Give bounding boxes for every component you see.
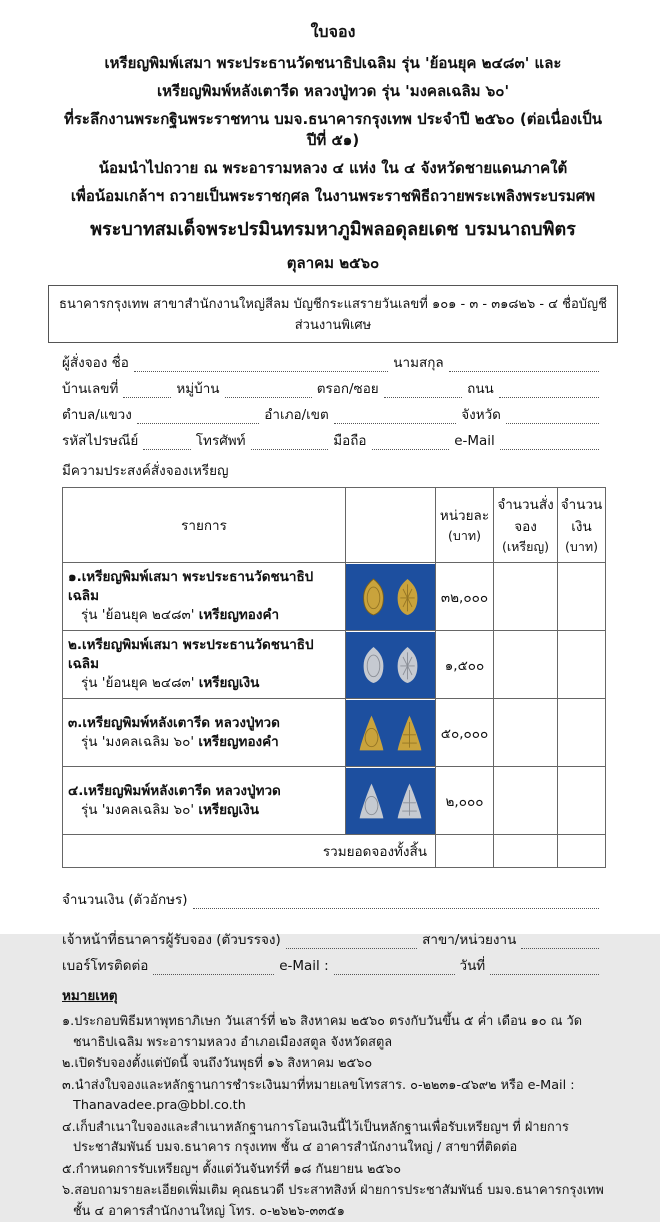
item-metal: เหรียญเงิน xyxy=(198,675,260,691)
spacer xyxy=(62,918,604,932)
note-item: ๔.เก็บสำเนาใบจองและสำเนาหลักฐานการโอนเงินนี้ไว้เป็นหลักฐานเพื่อรับเหรียญฯ ที่ ฝ่ายการประชาสัมพันธ์ บมจ.ธนาคาร กรุงเทพ ชั้น ๔ อาคารสำนักงานใหญ่ / สาขาที่ติดต่อ xyxy=(62,1119,569,1155)
branch-label: สาขา/หน่วยงาน xyxy=(422,932,517,948)
item-metal: เหรียญทองคำ xyxy=(198,733,279,750)
sema-medal-front-icon xyxy=(360,643,387,687)
medal-panel xyxy=(346,564,435,630)
item-variant: รุ่น 'มงคลเฉลิม ๖๐' xyxy=(81,801,195,818)
header-line-2: เหรียญพิมพ์หลังเตารีด หลวงปู่ทวด รุ่น 'มงคลเฉลิม ๖๐' xyxy=(156,82,510,100)
unit-price-unit: (บาท) xyxy=(448,528,481,543)
col-header-amount xyxy=(558,488,606,563)
mobile-label: มือถือ xyxy=(333,433,367,449)
unit-price-label: หน่วยละ xyxy=(439,508,490,524)
item-title: ๔.เหรียญพิมพ์หลังเตารีด หลวงปู่ทวด xyxy=(68,782,281,799)
medal-image-cell xyxy=(346,699,436,767)
road-label: ถนน xyxy=(467,381,494,397)
intent-line: มีความประสงค์สั่งจองเหรียญ xyxy=(62,463,229,479)
amount-blank-cell xyxy=(558,563,606,631)
province-fill-line xyxy=(506,410,599,424)
quantity-label: จำนวนสั่งจอง xyxy=(497,497,554,535)
subdistrict-label: ตำบล/แขวง xyxy=(62,407,132,423)
officer-contact-line xyxy=(62,958,604,975)
amount-unit: (บาท) xyxy=(565,539,598,554)
item-subtitle xyxy=(68,733,343,752)
amount-blank-cell xyxy=(558,631,606,699)
quantity-blank-cell xyxy=(494,563,558,631)
table-row xyxy=(63,767,606,835)
note-item: ๒.เปิดรับจองตั้งแต่บัดนี้ จนถึงวันพุธที่ ๑๖ สิงหาคม ๒๕๖๐ xyxy=(62,1056,373,1071)
medal-image-cell xyxy=(346,767,436,835)
total-unit-blank xyxy=(436,835,494,868)
medal-panel xyxy=(346,632,435,698)
col-header-quantity xyxy=(494,488,558,563)
item-metal: เหรียญเงิน xyxy=(198,801,259,818)
total-quantity-blank xyxy=(494,835,558,868)
amount-words-line xyxy=(62,892,604,909)
email-fill-line xyxy=(500,436,599,450)
header-line-5: เพื่อน้อมเกล้าฯ ถวายเป็นพระราชกุศล ในงานพระราชพิธีถวายพระเพลิงพระบรมศพ xyxy=(70,187,596,205)
item-subtitle xyxy=(68,606,343,625)
form-line-name xyxy=(62,355,604,372)
item-variant: รุ่น 'มงคลเฉลิม ๖๐' xyxy=(81,733,195,750)
form-line-address1 xyxy=(62,381,604,398)
medal-image-cell xyxy=(346,563,436,631)
province-label: จังหวัด xyxy=(461,407,501,423)
name-fill-line xyxy=(134,358,388,372)
sema-medal-front-icon xyxy=(360,575,387,619)
sema-medal-back-icon xyxy=(394,643,421,687)
house-no-label: บ้านเลขที่ xyxy=(62,381,119,397)
officer-label: เจ้าหน้าที่ธนาคารผู้รับจอง (ตัวบรรจง) xyxy=(62,932,281,948)
officer-email-fill-line xyxy=(334,961,455,975)
date-fill-line xyxy=(490,961,599,975)
quantity-blank-cell xyxy=(494,767,558,835)
total-label-cell: รวมยอดจองทั้งสิ้น xyxy=(63,835,436,868)
notes-heading: หมายเหตุ xyxy=(62,988,118,1004)
date-label: วันที่ xyxy=(459,958,486,974)
district-label: อำเภอ/เขต xyxy=(264,407,329,423)
quantity-blank-cell xyxy=(494,699,558,767)
header-line-4: น้อมนำไปถวาย ณ พระอารามหลวง ๔ แห่ง ใน ๔ จังหวัดชายแดนภาคใต้ xyxy=(98,159,568,177)
item-subtitle xyxy=(68,674,343,693)
taoreed-medal-back-icon xyxy=(394,711,425,755)
page-title: ใบจอง xyxy=(310,22,356,41)
taoreed-medal-front-icon xyxy=(356,711,387,755)
header-line-1: เหรียญพิมพ์เสมา พระประธานวัดชนาธิปเฉลิม รุ่น 'ย้อนยุค ๒๔๘๓' และ xyxy=(104,54,562,72)
spacer xyxy=(62,868,604,892)
alley-fill-line xyxy=(384,384,462,398)
phone-label: โทรศัพท์ xyxy=(195,433,246,449)
officer-fill-line xyxy=(286,935,417,949)
amount-label: จำนวนเงิน xyxy=(560,497,603,535)
header-king-line: พระบาทสมเด็จพระปรมินทรมหาภูมิพลอดุลยเดช บรมนาถบพิตร xyxy=(90,219,576,240)
item-variant: รุ่น 'ย้อนยุค ๒๔๘๓' xyxy=(81,675,195,691)
col-header-unit-price xyxy=(436,488,494,563)
postcode-label: รหัสไปรษณีย์ xyxy=(62,433,139,449)
house-no-fill-line xyxy=(123,384,171,398)
header-month-line: ตุลาคม ๒๕๖๐ xyxy=(286,254,380,272)
total-amount-blank xyxy=(558,835,606,868)
contact-phone-label: เบอร์โทรติดต่อ xyxy=(62,958,149,974)
col-header-item: รายการ xyxy=(63,488,346,563)
item-cell xyxy=(63,767,346,835)
col-header-image xyxy=(346,488,436,563)
unit-price-value: ๑,๕๐๐ xyxy=(436,631,494,699)
amount-words-label: จำนวนเงิน (ตัวอักษร) xyxy=(62,892,188,908)
note-item: ๑.ประกอบพิธีมหาพุทธาภิเษก วันเสาร์ที่ ๒๖ สิงหาคม ๒๕๖๐ ตรงกับวันขึ้น ๕ ค่ำ เดือน ๑๐ ณ วัดชนาธิปเฉลิม พระอารามหลวง อำเภอเมืองสตูล จังหวัดสตูล xyxy=(62,1014,583,1050)
surname-label: นามสกุล xyxy=(393,355,444,371)
surname-fill-line xyxy=(449,358,599,372)
taoreed-medal-back-icon xyxy=(394,779,425,823)
medal-image-cell xyxy=(346,631,436,699)
quantity-blank-cell xyxy=(494,631,558,699)
item-cell xyxy=(63,563,346,631)
item-title: ๒.เหรียญพิมพ์เสมา พระประธานวัดชนาธิปเฉลิม xyxy=(68,637,314,672)
unit-price-value: ๕๐,๐๐๐ xyxy=(436,699,494,767)
order-table xyxy=(62,487,606,868)
officer-line xyxy=(62,932,604,949)
table-row xyxy=(63,563,606,631)
officer-email-label: e-Mail : xyxy=(279,958,329,974)
item-metal: เหรียญทองคำ xyxy=(198,607,280,623)
road-fill-line xyxy=(499,384,599,398)
unit-price-value: ๓๒,๐๐๐ xyxy=(436,563,494,631)
amount-blank-cell xyxy=(558,767,606,835)
mobile-fill-line xyxy=(372,436,450,450)
item-cell xyxy=(63,699,346,767)
sema-medal-back-icon xyxy=(394,575,421,619)
form-line-address2 xyxy=(62,407,604,424)
note-item: ๖.สอบถามรายละเอียดเพิ่มเติม คุณธนวดี ประสาทสิงห์ ฝ่ายการประชาสัมพันธ์ บมจ.ธนาคารกรุงเทพ ชั้น ๔ อาคารสำนักงานใหญ่ โทร. ๐-๒๖๒๖-๓๓๕๑ xyxy=(62,1183,604,1219)
item-title: ๑.เหรียญพิมพ์เสมา พระประธานวัดชนาธิปเฉลิม xyxy=(68,569,314,604)
contact-phone-fill-line xyxy=(153,961,274,975)
amount-words-fill-line xyxy=(193,895,599,909)
table-total-row xyxy=(63,835,606,868)
alley-label: ตรอก/ซอย xyxy=(316,381,379,397)
item-cell xyxy=(63,631,346,699)
phone-fill-line xyxy=(251,436,329,450)
village-fill-line xyxy=(225,384,312,398)
header-line-3: ที่ระลึกงานพระกฐินพระราชทาน บมจ.ธนาคารกรุงเทพ ประจำปี ๒๕๖๐ (ต่อเนื่องเป็นปีที่ ๕๑) xyxy=(63,110,603,149)
item-variant: รุ่น 'ย้อนยุค ๒๔๘๓' xyxy=(81,607,195,623)
table-header-row xyxy=(63,488,606,563)
orderer-name-label: ผู้สั่งจอง ชื่อ xyxy=(62,355,129,371)
document-header xyxy=(62,20,604,275)
bank-account-box: ธนาคารกรุงเทพ สาขาสำนักงานใหญ่สีลม บัญชีกระแสรายวันเลขที่ ๑๐๑ - ๓ - ๓๑๘๒๖ - ๔ ชื่อบัญชี ส่วนงานพิเศษ xyxy=(48,285,618,343)
note-item: ๓.นำส่งใบจองและหลักฐานการชำระเงินมาที่หมายเลขโทรสาร. ๐-๒๒๓๑-๔๖๙๒ หรือ e-Mail : Thanavadee.pra@bbl.co.th xyxy=(62,1077,575,1113)
unit-price-value: ๒,๐๐๐ xyxy=(436,767,494,835)
postcode-fill-line xyxy=(143,436,190,450)
table-row xyxy=(63,699,606,767)
email-label: e-Mail xyxy=(454,433,495,449)
medal-panel xyxy=(346,768,435,834)
district-fill-line xyxy=(334,410,456,424)
taoreed-medal-front-icon xyxy=(356,779,387,823)
quantity-unit: (เหรียญ) xyxy=(502,539,549,554)
item-subtitle xyxy=(68,801,343,820)
branch-fill-line xyxy=(521,935,599,949)
note-item: ๕.กำหนดการรับเหรียญฯ ตั้งแต่วันจันทร์ที่ ๑๘ กันยายน ๒๕๖๐ xyxy=(62,1161,402,1177)
subdistrict-fill-line xyxy=(137,410,259,424)
table-row xyxy=(63,631,606,699)
amount-blank-cell xyxy=(558,699,606,767)
form-line-contact xyxy=(62,433,604,450)
item-title: ๓.เหรียญพิมพ์หลังเตารีด หลวงปู่ทวด xyxy=(68,714,280,731)
village-label: หมู่บ้าน xyxy=(176,381,220,397)
medal-panel xyxy=(346,700,435,766)
